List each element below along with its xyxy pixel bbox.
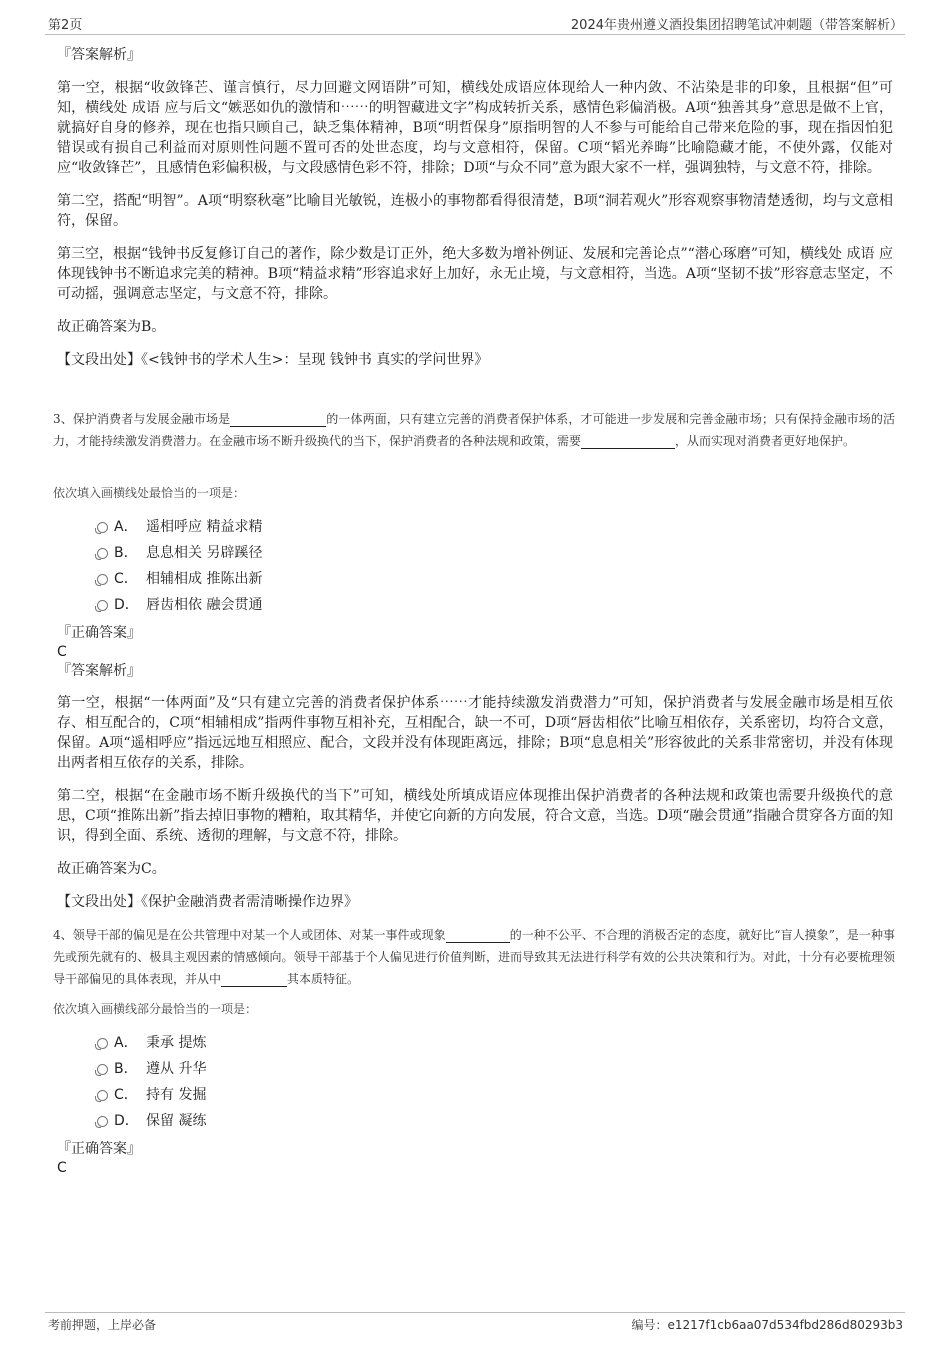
option-text: 保留 凝练: [146, 1113, 207, 1129]
q3-stem-part-2: 的一体两面，只有建立完善的消费者保护体系，才可能进一步发展和完善金融市场；只有保持金融市场的活力，才能持续激发消费潜力。在金融市场不断升级换代的当下，保护消费者的各种法规和政策，需要: [53, 412, 895, 448]
q3-answer-label: 『正确答案』: [57, 625, 141, 641]
q4-answer-block: [57, 1140, 893, 1176]
q3-answer: C: [57, 644, 67, 660]
page-number: 第2页: [48, 18, 83, 33]
q3-analysis-paragraph-1: 第一空，根据“一体两面”及“只有建立完善的消费者保护体系⋯⋯才能持续激发消费潜力”可知，保护消费者与发展金融市场是相互依存、相互配合的，C项“相辅相成”指两件事物互相补充，互相配合，缺一不可，D项“唇齿相依”比喻互相依存，关系密切，均符合文意，保留。A项“遥相呼应”指远远地互相照应、配合，文段并没有体现距离远，排除；B项“息息相关”形容彼此的关系非常密切，并没有体现出两者相互依存的关系，排除。: [57, 695, 893, 771]
option-letter: C．: [114, 571, 138, 587]
q4-answer-label: 『正确答案』: [57, 1141, 141, 1157]
option-letter: C．: [114, 1087, 138, 1103]
footer-slogan: 考前押题，上岸必备: [48, 1318, 157, 1332]
option-letter: A．: [114, 1035, 138, 1051]
radio-icon[interactable]: [97, 1064, 108, 1075]
option-letter: B．: [114, 1061, 138, 1077]
option-letter: A．: [114, 519, 138, 535]
option-letter: D．: [114, 597, 139, 613]
option-text: 持有 发掘: [146, 1087, 207, 1103]
option-letter: D．: [114, 1113, 139, 1129]
q3-source: 【文段出处】《保护金融消费者需清晰操作边界》: [57, 894, 358, 910]
q2-analysis-label: 『答案解析』: [57, 47, 141, 63]
radio-icon[interactable]: [97, 548, 108, 559]
q4-option-d[interactable]: [97, 1110, 206, 1132]
q3-blank-1: [230, 412, 326, 427]
document-code: [631, 1316, 903, 1333]
q4-stem-part-2: 的一种不公平、不合理的消极否定的态度，就好比“盲人摸象”，是一种事先或预先就有的、极具主观因素的情感倾向。领导干部基于个人偏见进行价值判断，进而导致其无法进行科学有效的公共决策和行为。对此，十分有必要梳理领导干部偏见的具体表现，并从中: [53, 928, 895, 986]
document-title: 2024年贵州遵义酒投集团招聘笔试冲刺题（带答案解析）: [570, 18, 903, 33]
q2-analysis-paragraph-3: 第三空，根据“钱钟书反复修订自己的著作，除少数是订正外，绝大多数为增补例证、发展和完善论点”“潜心琢磨”可知，横线处 成语 应体现钱钟书不断追求完美的精神。B项“精益求精”形容追求好上加好，永无止境，与文意相符，当选。A项“坚韧不拔”形容意志坚定，不可动摇，强调意志坚定，与文意不符，排除。: [57, 246, 893, 302]
q2-analysis: [57, 46, 893, 370]
q3-option-b[interactable]: [97, 542, 262, 564]
radio-icon[interactable]: [97, 600, 108, 611]
q4-option-c[interactable]: [97, 1084, 206, 1106]
option-text: 息息相关 另辟蹊径: [146, 545, 263, 561]
q3-answer-block: [57, 624, 893, 912]
radio-icon[interactable]: [97, 1116, 108, 1127]
q4-stem-part-1: 4、领导干部的偏见是在公共管理中对某一个人或团体、对某一事件或现象: [53, 928, 446, 942]
page-footer: [45, 1312, 905, 1333]
q2-analysis-paragraph-1: 第一空，根据“收敛锋芒、谨言慎行，尽力回避文网语阱”可知，横线处成语应体现给人一种内敛、不沾染是非的印象，且根据“但”可知，横线处 成语 应与后文“嫉恶如仇的激情和⋯⋯的明智藏进文字”构成转折关系，感情色彩偏消极。A项“独善其身”意思是做不上官，就搞好自身的修养，现在也指只顾自己，缺乏集体精神，B项“明哲保身”原指明智的人不参与可能给自己带来危险的事，现在指因怕犯错误或有损自己利益而对原则性问题不置可否的处世态度，均与文意相符，保留。C项“韬光养晦”比喻隐藏才能，不使外露，仅能对应“收敛锋芒”，且感情色彩偏积极，与文段感情色彩不符，排除；D项“与众不同”意为跟大家不一样，强调独特，与文意不符，排除。: [57, 80, 893, 176]
option-text: 秉承 提炼: [146, 1035, 207, 1051]
document-code-value: e1217f1cb6aa07d534fbd286d80293b3: [667, 1318, 903, 1332]
q3-conclusion: 故正确答案为C。: [57, 861, 166, 877]
q3-prompt: 依次填入画横线处最恰当的一项是：: [53, 486, 246, 500]
radio-icon[interactable]: [97, 1090, 108, 1101]
q3-option-a[interactable]: [97, 516, 262, 538]
option-text: 遵从 升华: [146, 1061, 207, 1077]
radio-icon[interactable]: [97, 522, 108, 533]
q4-stem-part-3: 其本质特征。: [287, 972, 360, 986]
q4-answer: C: [57, 1160, 67, 1176]
q4-stem: [53, 924, 895, 990]
q4-option-b[interactable]: [97, 1058, 206, 1080]
option-text: 遥相呼应 精益求精: [146, 519, 263, 535]
q3-blank-2: [581, 434, 675, 449]
option-text: 唇齿相依 融会贯通: [146, 597, 263, 613]
q2-source: 【文段出处】《<钱钟书的学术人生>：呈现 钱钟书 真实的学问世界》: [57, 352, 489, 368]
option-text: 相辅相成 推陈出新: [146, 571, 263, 587]
q4-blank-1: [446, 928, 510, 943]
q4-option-a[interactable]: [97, 1032, 206, 1054]
q3-analysis-paragraph-2: 第二空，根据“在金融市场不断升级换代的当下”可知，横线处所填成语应体现推出保护消费者的各种法规和政策也需要升级换代的意思，C项“推陈出新”指去掉旧事物的糟粕，取其精华，并使它向新的方向发展，符合文意，当选。D项“融会贯通”指融合贯穿各方面的知识，得到全面、系统、透彻的理解，与文意不符，排除。: [57, 788, 893, 844]
option-letter: B．: [114, 545, 138, 561]
q2-analysis-paragraph-2: 第二空，搭配“明智”。A项“明察秋毫”比喻目光敏锐，连极小的事物都看得很清楚，B项“洞若观火”形容观察事物清楚透彻，均与文意相符，保留。: [57, 193, 893, 229]
q4-blank-2: [221, 972, 287, 987]
q3-analysis-label: 『答案解析』: [57, 663, 141, 679]
radio-icon[interactable]: [97, 574, 108, 585]
page-header: [45, 12, 905, 35]
q3-stem: [53, 408, 895, 452]
q4-prompt: 依次填入画横线部分最恰当的一项是：: [53, 1002, 258, 1016]
radio-icon[interactable]: [97, 1038, 108, 1049]
document-code-label: 编号：: [631, 1318, 668, 1332]
q3-stem-part-3: ，从而实现对消费者更好地保护。: [675, 434, 856, 448]
q3-option-d[interactable]: [97, 594, 262, 616]
q2-conclusion: 故正确答案为B。: [57, 319, 166, 335]
q3-stem-part-1: 3、保护消费者与发展金融市场是: [53, 412, 231, 426]
q3-option-c[interactable]: [97, 568, 262, 590]
